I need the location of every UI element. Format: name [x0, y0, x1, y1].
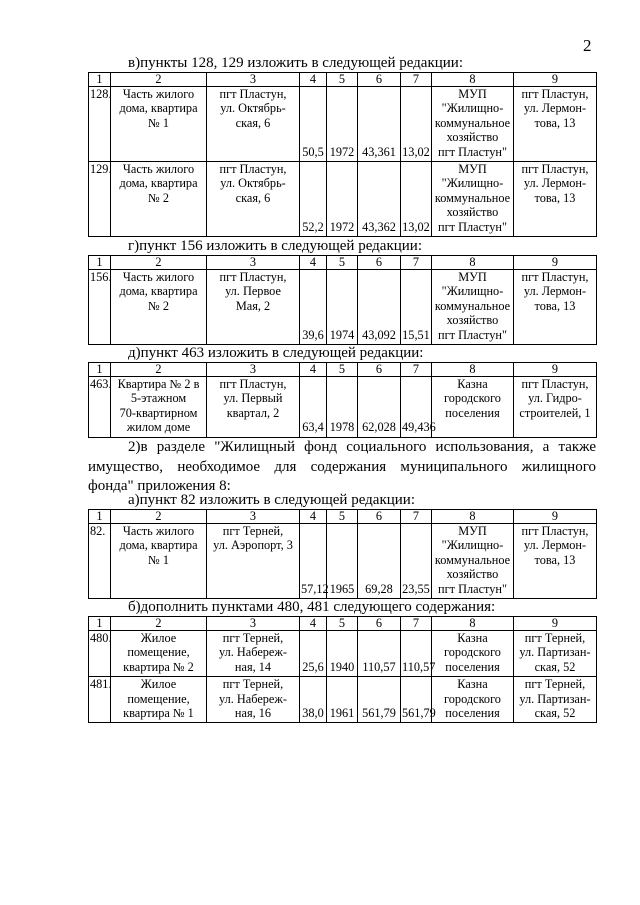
cell-c9: [514, 377, 597, 438]
cell-line: пгт Терней,: [222, 677, 284, 692]
cell-line: "Жилищно-: [441, 101, 504, 116]
cell-line: ул. Лермон-: [523, 284, 587, 299]
cell-c3: [207, 377, 300, 438]
cell-c8: [432, 631, 514, 677]
cell-line: това, 13: [534, 115, 576, 130]
cell-line: ул. Лермон-: [523, 538, 587, 553]
column-number-3: 3: [207, 256, 300, 270]
cell-c6: 62,028: [358, 377, 401, 438]
table-row: [89, 631, 597, 677]
cell-c8: [432, 270, 514, 345]
column-number-8: 8: [432, 363, 514, 377]
heading-g: г)пункт 156 изложить в следующей редакции:: [128, 238, 422, 254]
column-number-9: 9: [514, 363, 597, 377]
cell-line: това, 13: [534, 298, 576, 313]
cell-line: Жилое: [140, 677, 177, 692]
cell-c9: [514, 524, 597, 599]
cell-line: ская, 52: [534, 659, 576, 674]
column-number-9: 9: [514, 73, 597, 87]
cell-line: пгт Пластун,: [219, 270, 287, 284]
heading-a: а)пункт 82 изложить в следующей редакции:: [128, 492, 415, 508]
cell-c2: [111, 87, 207, 162]
cell-line: хозяйство: [446, 567, 499, 582]
cell-c7: 110,57: [401, 631, 432, 677]
cell-line: това, 13: [534, 190, 576, 205]
column-number-2: 2: [111, 617, 207, 631]
cell-line: поселения: [445, 706, 500, 720]
cell-line: строителей, 1: [519, 405, 591, 420]
cell-line: Жилое: [140, 631, 177, 645]
heading-b: б)дополнить пунктами 480, 481 следующего содержания:: [128, 599, 496, 615]
cell-c3: [207, 270, 300, 345]
paragraph-line-1: 2)в разделе "Жилищный фонд социального использования, а также: [128, 439, 596, 455]
table-header-row: [89, 617, 597, 631]
cell-c2: [111, 162, 207, 237]
cell-c3: [207, 87, 300, 162]
paragraph-line-2: имущество, необходимое для содержания муниципального жилищного: [88, 458, 596, 475]
table-items-480-481: [88, 616, 597, 723]
cell-line: ная, 16: [234, 706, 272, 720]
cell-line: помещение,: [127, 691, 190, 706]
cell-line: ул. Первое: [225, 284, 281, 299]
cell-line: ская, 6: [235, 190, 271, 205]
cell-c5: 1940: [327, 631, 358, 677]
cell-line: ул. Партизан-: [519, 691, 591, 706]
cell-line: квартал, 2: [226, 405, 280, 420]
cell-line: поселения: [445, 659, 500, 674]
cell-c4: 25,6: [300, 631, 327, 677]
cell-line: пгт Пластун": [438, 327, 507, 342]
cell-c4: 39,6: [300, 270, 327, 345]
cell-c5: 1978: [327, 377, 358, 438]
cell-line: пгт Пластун,: [521, 270, 589, 284]
column-number-3: 3: [207, 73, 300, 87]
cell-line: дома, квартира: [119, 176, 198, 191]
cell-line: Часть жилого: [122, 524, 195, 538]
cell-line: ул. Лермон-: [523, 176, 587, 191]
table-header-row: [89, 73, 597, 87]
cell-c6: 561,79: [358, 677, 401, 723]
cell-line: Казна: [457, 631, 488, 645]
cell-c5: 1965: [327, 524, 358, 599]
cell-c4: 57,12: [300, 524, 327, 599]
cell-line: коммунальное: [434, 115, 511, 130]
cell-line: пгт Пластун,: [219, 162, 287, 176]
table-row: [89, 270, 597, 345]
column-number-7: 7: [401, 363, 432, 377]
cell-line: 5-этажном: [130, 391, 187, 406]
table-item-82: [88, 509, 597, 599]
cell-line: № 1: [148, 115, 169, 130]
cell-c9: [514, 631, 597, 677]
cell-line: Часть жилого: [122, 87, 195, 101]
column-number-3: 3: [207, 510, 300, 524]
cell-line: ул. Набереж-: [219, 645, 287, 660]
heading-d: д)пункт 463 изложить в следующей редакции:: [128, 345, 424, 361]
cell-line: Часть жилого: [122, 270, 195, 284]
cell-line: МУП: [458, 270, 487, 284]
cell-line: 70-квартирном: [119, 405, 198, 420]
cell-c7: 13,02: [401, 162, 432, 237]
cell-line: городского: [444, 645, 501, 660]
cell-c6: 43,092: [358, 270, 401, 345]
cell-line: Часть жилого: [122, 162, 195, 176]
cell-line: пгт Пластун,: [219, 87, 287, 101]
cell-c1: 480.: [89, 631, 111, 677]
column-number-8: 8: [432, 73, 514, 87]
column-number-4: 4: [300, 363, 327, 377]
cell-line: № 2: [148, 298, 169, 313]
cell-line: Казна: [457, 377, 488, 391]
cell-line: ул. Октябрь-: [220, 101, 286, 116]
column-number-1: 1: [89, 510, 111, 524]
column-number-4: 4: [300, 256, 327, 270]
column-number-1: 1: [89, 73, 111, 87]
section-paragraph: [88, 438, 596, 497]
cell-c4: 50,5: [300, 87, 327, 162]
cell-c8: [432, 677, 514, 723]
cell-line: № 1: [148, 552, 169, 567]
cell-line: пгт Пластун": [438, 581, 507, 596]
cell-line: ул. Партизан-: [519, 645, 591, 660]
column-number-6: 6: [358, 256, 401, 270]
cell-c2: [111, 524, 207, 599]
cell-c3: [207, 677, 300, 723]
table-header-row: [89, 363, 597, 377]
column-number-7: 7: [401, 617, 432, 631]
cell-line: пгт Пластун,: [219, 377, 287, 391]
cell-c7: 561,79: [401, 677, 432, 723]
column-number-5: 5: [327, 510, 358, 524]
cell-c9: [514, 270, 597, 345]
cell-c1: 128.: [89, 87, 111, 162]
cell-line: това, 13: [534, 552, 576, 567]
table-header-row: [89, 256, 597, 270]
cell-c6: 43,362: [358, 162, 401, 237]
cell-line: дома, квартира: [119, 284, 198, 299]
heading-v: в)пункты 128, 129 изложить в следующей редакции:: [128, 55, 464, 71]
cell-line: пгт Пластун": [438, 219, 507, 234]
column-number-6: 6: [358, 363, 401, 377]
cell-c9: [514, 87, 597, 162]
cell-line: № 2: [148, 190, 169, 205]
cell-c5: 1961: [327, 677, 358, 723]
cell-line: МУП: [458, 87, 487, 101]
column-number-7: 7: [401, 510, 432, 524]
cell-c6: 43,361: [358, 87, 401, 162]
cell-c7: 49,436: [401, 377, 432, 438]
column-number-5: 5: [327, 73, 358, 87]
table-row: [89, 87, 597, 162]
cell-c1: 82.: [89, 524, 111, 599]
cell-c5: 1974: [327, 270, 358, 345]
cell-c4: 63,4: [300, 377, 327, 438]
cell-c4: 38,0: [300, 677, 327, 723]
cell-c1: 129.: [89, 162, 111, 237]
cell-c6: 110,57: [358, 631, 401, 677]
cell-line: ская, 52: [534, 706, 576, 720]
page-number: 2: [583, 36, 592, 55]
column-number-5: 5: [327, 617, 358, 631]
column-number-9: 9: [514, 256, 597, 270]
cell-c8: [432, 377, 514, 438]
column-number-8: 8: [432, 256, 514, 270]
column-number-6: 6: [358, 617, 401, 631]
cell-line: ул. Октябрь-: [220, 176, 286, 191]
table-row: [89, 162, 597, 237]
column-number-2: 2: [111, 510, 207, 524]
cell-c5: 1972: [327, 87, 358, 162]
column-number-1: 1: [89, 617, 111, 631]
table-items-128-129: [88, 72, 597, 237]
cell-c1: 463.: [89, 377, 111, 438]
cell-c7: 23,55: [401, 524, 432, 599]
cell-c8: [432, 524, 514, 599]
cell-line: пгт Терней,: [524, 631, 586, 645]
cell-line: дома, квартира: [119, 538, 198, 553]
cell-line: МУП: [458, 524, 487, 538]
cell-line: квартира № 1: [123, 706, 194, 720]
cell-c9: [514, 677, 597, 723]
cell-line: городского: [444, 391, 501, 406]
cell-line: ул. Набереж-: [219, 691, 287, 706]
table-item-156: [88, 255, 597, 345]
column-number-3: 3: [207, 363, 300, 377]
cell-c8: [432, 162, 514, 237]
cell-c1: 156.: [89, 270, 111, 345]
cell-line: Квартира № 2 в: [117, 377, 200, 391]
column-number-8: 8: [432, 617, 514, 631]
cell-c3: [207, 162, 300, 237]
table-header-row: [89, 510, 597, 524]
cell-line: коммунальное: [434, 552, 511, 567]
column-number-5: 5: [327, 256, 358, 270]
cell-line: Казна: [457, 677, 488, 692]
cell-line: пгт Терней,: [222, 524, 284, 538]
cell-line: пгт Пластун,: [521, 87, 589, 101]
cell-c2: [111, 377, 207, 438]
cell-line: "Жилищно-: [441, 284, 504, 299]
cell-line: дома, квартира: [119, 101, 198, 116]
cell-c3: [207, 524, 300, 599]
column-number-1: 1: [89, 256, 111, 270]
cell-c4: 52,2: [300, 162, 327, 237]
cell-line: пгт Пластун,: [521, 162, 589, 176]
column-number-2: 2: [111, 363, 207, 377]
cell-line: хозяйство: [446, 313, 499, 328]
cell-c1: 481.: [89, 677, 111, 723]
column-number-5: 5: [327, 363, 358, 377]
table-row: [89, 524, 597, 599]
cell-line: ул. Аэропорт, 3: [213, 538, 293, 553]
cell-c5: 1972: [327, 162, 358, 237]
column-number-9: 9: [514, 510, 597, 524]
column-number-4: 4: [300, 510, 327, 524]
cell-line: квартира № 2: [123, 659, 194, 674]
cell-line: пгт Пластун,: [521, 377, 589, 391]
cell-line: "Жилищно-: [441, 538, 504, 553]
cell-line: ул. Гидро-: [528, 391, 582, 406]
column-number-4: 4: [300, 73, 327, 87]
column-number-1: 1: [89, 363, 111, 377]
cell-line: пгт Терней,: [524, 677, 586, 692]
cell-line: ская, 6: [235, 115, 271, 130]
cell-line: коммунальное: [434, 298, 511, 313]
cell-line: коммунальное: [434, 190, 511, 205]
column-number-7: 7: [401, 73, 432, 87]
cell-line: жилом доме: [126, 420, 191, 435]
cell-c7: 15,51: [401, 270, 432, 345]
column-number-6: 6: [358, 73, 401, 87]
column-number-3: 3: [207, 617, 300, 631]
cell-line: помещение,: [127, 645, 190, 660]
cell-c2: [111, 677, 207, 723]
table-row: [89, 677, 597, 723]
cell-line: пгт Терней,: [222, 631, 284, 645]
cell-c7: 13,02: [401, 87, 432, 162]
cell-line: поселения: [445, 405, 500, 420]
cell-c9: [514, 162, 597, 237]
cell-line: хозяйство: [446, 130, 499, 145]
cell-c2: [111, 270, 207, 345]
cell-line: "Жилищно-: [441, 176, 504, 191]
column-number-7: 7: [401, 256, 432, 270]
cell-line: пгт Пластун": [438, 144, 507, 159]
paragraph-line-3: фонда" приложения 8:: [88, 478, 231, 494]
column-number-8: 8: [432, 510, 514, 524]
cell-line: ная, 14: [234, 659, 272, 674]
column-number-2: 2: [111, 73, 207, 87]
cell-c2: [111, 631, 207, 677]
cell-line: Мая, 2: [235, 298, 271, 313]
cell-line: ул. Лермон-: [523, 101, 587, 116]
cell-c6: 69,28: [358, 524, 401, 599]
cell-line: ул. Первый: [223, 391, 283, 406]
column-number-2: 2: [111, 256, 207, 270]
table-item-463: [88, 362, 597, 438]
column-number-6: 6: [358, 510, 401, 524]
column-number-4: 4: [300, 617, 327, 631]
cell-line: пгт Пластун,: [521, 524, 589, 538]
cell-line: городского: [444, 691, 501, 706]
cell-line: МУП: [458, 162, 487, 176]
table-row: [89, 377, 597, 438]
cell-c3: [207, 631, 300, 677]
cell-line: хозяйство: [446, 205, 499, 220]
cell-c8: [432, 87, 514, 162]
column-number-9: 9: [514, 617, 597, 631]
